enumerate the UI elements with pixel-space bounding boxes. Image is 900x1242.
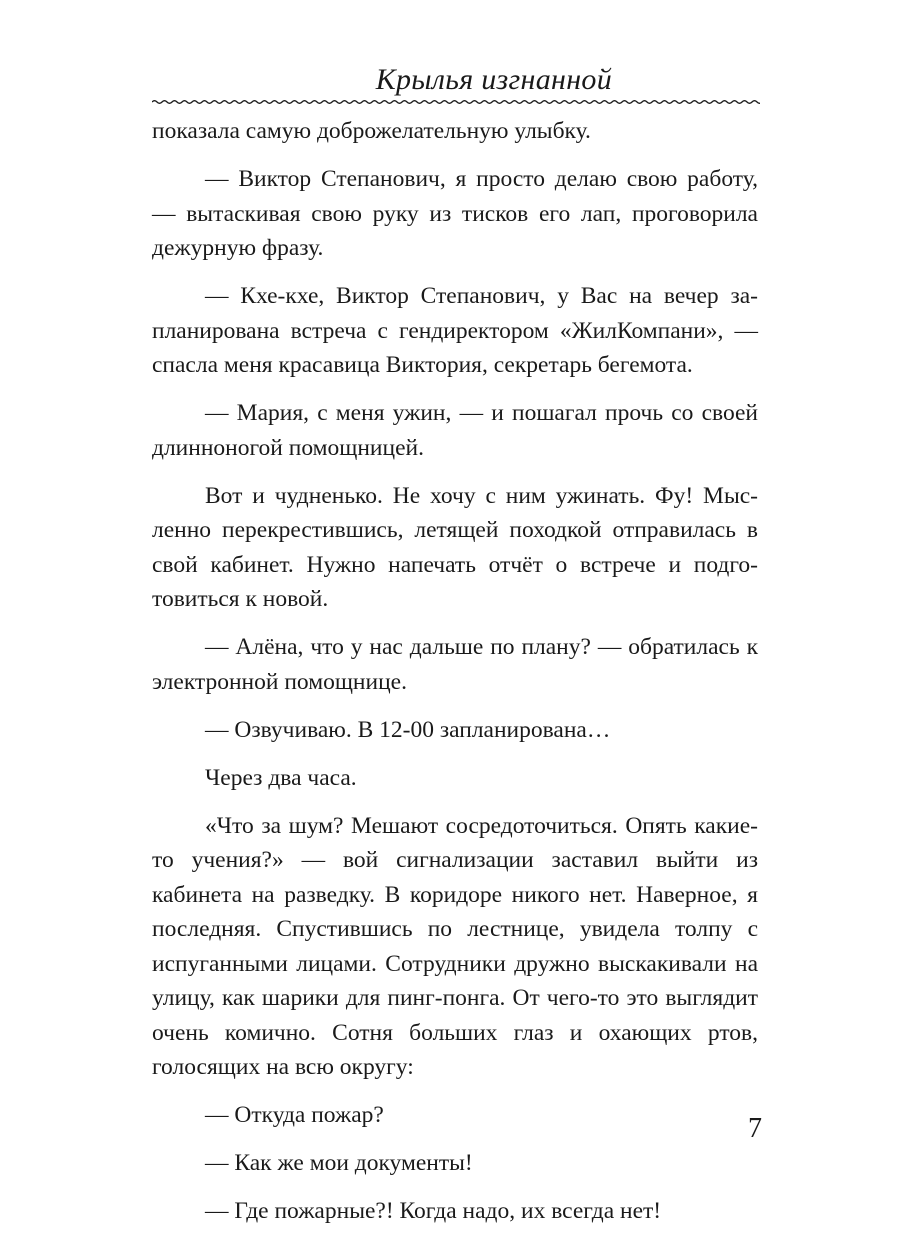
paragraph: «Что за шум? Мешают сосредоточиться. Опять какие-то учения?» — вой сигнализации заставил выйти из кабинета на разведку. В коридоре никого нет. Наверное, я последняя. Спустившись по лестнице, увидела толпу с испуганными лицами. Сотрудники дружно выскакивали на улицу, как шарики для пинг-понга. От чего-то это выглядит очень комично. Сотня больших глаз и охающих ртов, голосящих на всю округу: bbox=[152, 812, 758, 1080]
paragraph: показала самую доброжелательную улыбку. bbox=[152, 118, 591, 144]
paragraph: — Кхе-кхе, Виктор Степанович, у Вас на вечер запланирована встреча с гендиректором «ЖилКомпани», — спасла меня красавица Виктория, секретарь бегемота. bbox=[152, 283, 758, 378]
page-number: 7 bbox=[748, 1113, 762, 1144]
paragraph: — Как же мои документы! bbox=[205, 1150, 473, 1176]
paragraph: — Виктор Степанович, я просто делаю свою работу, — вытаскивая свою руку из тисков его лап, проговорила дежурную фразу. bbox=[152, 166, 758, 261]
running-title: Крылья изгнанной bbox=[375, 63, 612, 96]
paragraph: — Откуда пожар? bbox=[205, 1102, 384, 1128]
paragraph: — Алёна, что у нас дальше по плану? — обратилась к электронной помощнице. bbox=[152, 634, 758, 695]
wavy-rule bbox=[152, 96, 760, 108]
paragraph: — Озвучиваю. В 12-00 запланирована… bbox=[205, 716, 611, 743]
paragraph: — Где пожарные?! Когда надо, их всегда нет! bbox=[205, 1198, 662, 1224]
paragraph: Через два часа. bbox=[205, 764, 357, 791]
body-text bbox=[152, 114, 758, 1242]
paragraph: — Мария, с меня ужин, — и пошагал прочь со своей длинноногой помощницей. bbox=[152, 400, 758, 461]
running-header bbox=[152, 56, 760, 112]
paragraph: Вот и чудненько. Не хочу с ним ужинать. Фу! Мысленно перекрестившись, летящей походкой отправилась в свой кабинет. Нужно напечать отчёт о встрече и подготовиться к новой. bbox=[152, 482, 758, 612]
